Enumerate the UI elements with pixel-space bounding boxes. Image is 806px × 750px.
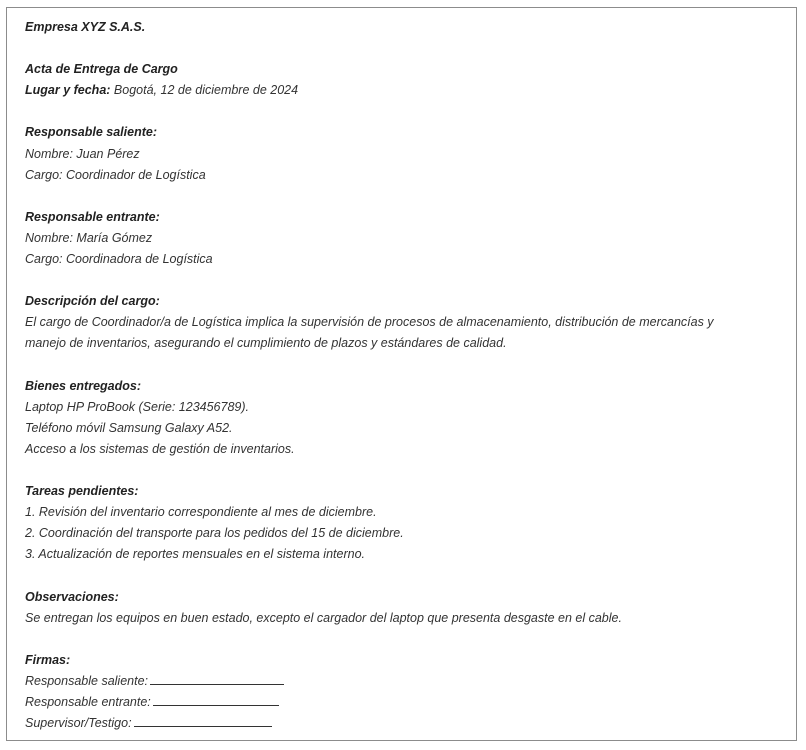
outgoing-name: Nombre: Juan Pérez	[25, 146, 140, 161]
spacer	[25, 101, 796, 122]
place-date	[25, 80, 796, 101]
signature-line	[150, 673, 284, 685]
observations-heading: Observaciones:	[25, 589, 119, 604]
signature-row	[25, 692, 796, 713]
spacer	[25, 629, 796, 650]
spacer	[25, 565, 796, 586]
place-date-value: Bogotá, 12 de diciembre de 2024	[113, 83, 299, 98]
signature-label: Responsable saliente:	[25, 673, 148, 688]
description-text: El cargo de Coordinador/a de Logística implica la supervisión de procesos de almacenamiento, distribución de mercancías y manejo de inventarios, asegurando el cumplimiento de plazos y estándares de calidad.	[25, 315, 714, 351]
tasks-heading: Tareas pendientes:	[25, 484, 139, 499]
task-item: 1. Revisión del inventario correspondiente al mes de diciembre.	[25, 505, 377, 520]
incoming-position: Cargo: Coordinadora de Logística	[25, 252, 213, 267]
company-name: Empresa XYZ S.A.S.	[25, 20, 146, 34]
document-title: Acta de Entrega de Cargo	[25, 62, 178, 77]
incoming-name: Nombre: María Gómez	[25, 230, 153, 245]
place-date-label: Lugar y fecha:	[25, 83, 111, 98]
signature-line	[134, 715, 272, 727]
outgoing-position: Cargo: Coordinador de Logística	[25, 167, 206, 182]
asset-item: Teléfono móvil Samsung Galaxy A52.	[25, 420, 233, 435]
spacer	[25, 355, 796, 376]
task-item: 2. Coordinación del transporte para los pedidos del 15 de diciembre.	[25, 526, 404, 541]
signature-row	[25, 671, 796, 692]
assets-heading: Bienes entregados:	[25, 378, 142, 393]
asset-item: Acceso a los sistemas de gestión de inventarios.	[25, 441, 295, 456]
spacer	[25, 270, 796, 291]
spacer	[25, 460, 796, 481]
incoming-heading: Responsable entrante:	[25, 209, 160, 224]
document-page	[6, 7, 797, 741]
signature-label: Supervisor/Testigo:	[25, 716, 132, 731]
signature-label: Responsable entrante:	[25, 695, 151, 709]
signature-row	[25, 713, 796, 734]
observations-text: Se entregan los equipos en buen estado, excepto el cargador del laptop que presenta desgaste en el cable.	[25, 610, 622, 625]
spacer	[25, 186, 796, 207]
description-heading: Descripción del cargo:	[25, 294, 160, 309]
signature-line	[153, 694, 279, 706]
asset-item: Laptop HP ProBook (Serie: 123456789).	[25, 399, 249, 414]
spacer	[25, 38, 796, 59]
signatures-heading: Firmas:	[25, 652, 71, 667]
task-item: 3. Actualización de reportes mensuales en el sistema interno.	[25, 547, 365, 562]
outgoing-heading: Responsable saliente:	[25, 125, 157, 140]
